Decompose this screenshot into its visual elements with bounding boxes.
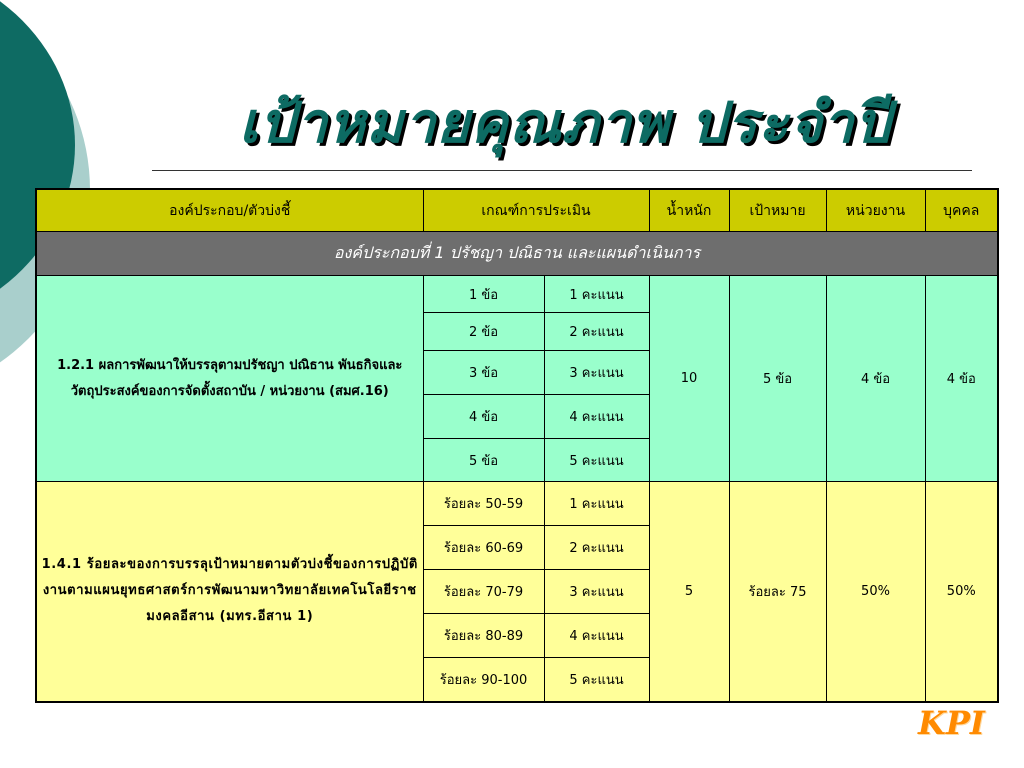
score-cell: 3 คะแนน (544, 351, 649, 395)
score-cell: 2 คะแนน (544, 526, 649, 570)
unit-cell: 4 ข้อ (826, 276, 925, 482)
title-underline (152, 170, 972, 171)
slide-title: เป้าหมายคุณภาพ ประจำปี (239, 90, 891, 156)
score-cell: 4 คะแนน (544, 395, 649, 439)
target-cell: 5 ข้อ (729, 276, 826, 482)
criterion-cell: 5 ข้อ (423, 439, 544, 482)
criterion-cell: ร้อยละ 50-59 (423, 482, 544, 526)
criterion-cell: 2 ข้อ (423, 313, 544, 351)
target-cell: ร้อยละ 75 (729, 482, 826, 702)
indicator-cell (36, 482, 423, 702)
header-criteria: เกณฑ์การประเมิน (423, 189, 649, 232)
criterion-cell: ร้อยละ 80-89 (423, 614, 544, 658)
score-cell: 4 คะแนน (544, 614, 649, 658)
criterion-cell: 3 ข้อ (423, 351, 544, 395)
header-unit: หน่วยงาน (826, 189, 925, 232)
header-component: องค์ประกอบ/ตัวบ่งชี้ (36, 189, 423, 232)
score-cell: 1 คะแนน (544, 276, 649, 313)
section-row (36, 232, 998, 276)
score-cell: 5 คะแนน (544, 439, 649, 482)
criterion-cell: 1 ข้อ (423, 276, 544, 313)
criterion-cell: ร้อยละ 90-100 (423, 658, 544, 702)
score-cell: 2 คะแนน (544, 313, 649, 351)
indicator-text: 1.4.1 ร้อยละของการบรรลุเป้าหมายตามตัวบ่งชี้ของการปฏิบัติงานตามแผนยุทธศาสตร์การพัฒนามหาวิทยาลัยเทคโนโลยีราชมงคลอีสาน (มทร.อีสาน 1) (41, 557, 418, 625)
weight-cell: 10 (649, 276, 729, 482)
table-row (36, 276, 998, 313)
unit-cell: 50% (826, 482, 925, 702)
person-cell: 50% (925, 482, 998, 702)
table-row (36, 482, 998, 526)
quality-targets-table (35, 188, 999, 703)
score-cell: 3 คะแนน (544, 570, 649, 614)
criterion-cell: 4 ข้อ (423, 395, 544, 439)
header-weight: น้ำหนัก (649, 189, 729, 232)
score-cell: 1 คะแนน (544, 482, 649, 526)
kpi-logo: KPI (918, 704, 985, 742)
table-header-row (36, 189, 998, 232)
criterion-cell: ร้อยละ 70-79 (423, 570, 544, 614)
header-target: เป้าหมาย (729, 189, 826, 232)
indicator-cell (36, 276, 423, 482)
indicator-text: 1.2.1 ผลการพัฒนาให้บรรลุตามปรัชญา ปณิธาน พันธกิจและวัตถุประสงค์ของการจัดตั้งสถาบัน / หน่วยงาน (สมศ.16) (57, 357, 403, 399)
criterion-cell: ร้อยละ 60-69 (423, 526, 544, 570)
score-cell: 5 คะแนน (544, 658, 649, 702)
weight-cell: 5 (649, 482, 729, 702)
person-cell: 4 ข้อ (925, 276, 998, 482)
section-title: องค์ประกอบที่ 1 ปรัชญา ปณิธาน และแผนดำเนินการ (36, 232, 998, 276)
header-person: บุคคล (925, 189, 998, 232)
